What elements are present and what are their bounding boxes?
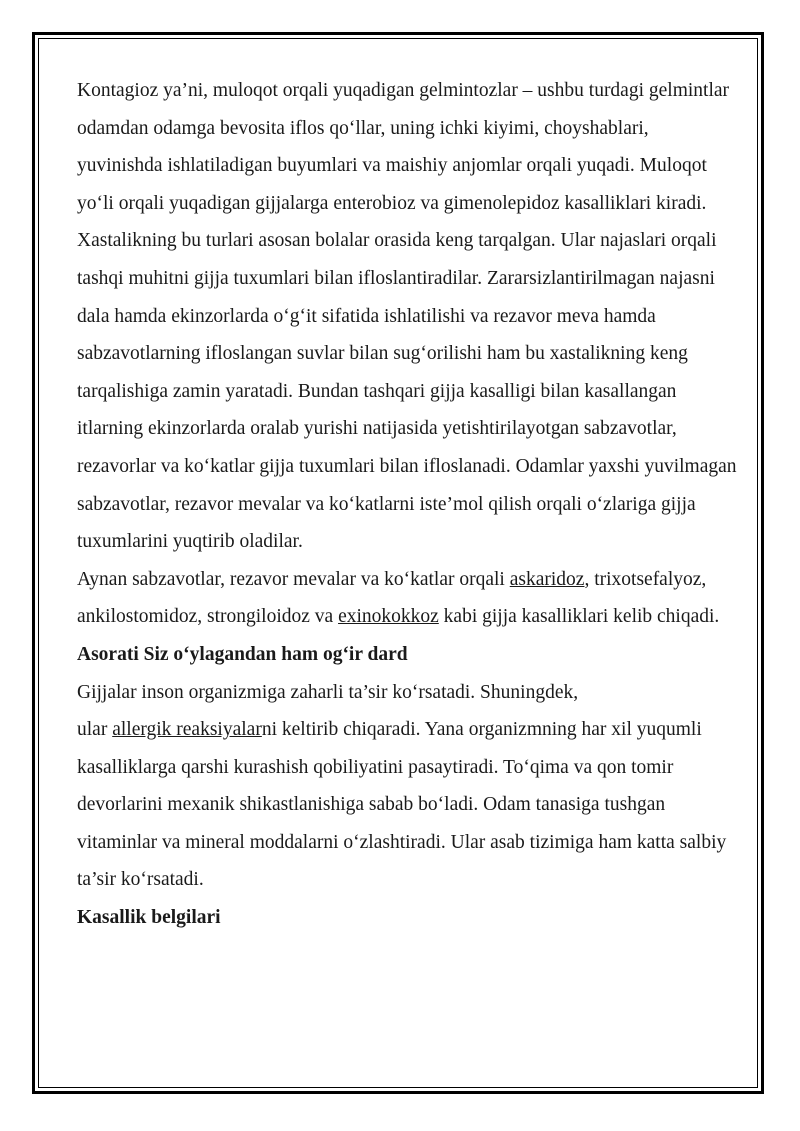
paragraph-contagious-helminthiasis: Kontagioz ya’ni, muloqot orqali yuqadigan gelmintozlar – ushbu turdagi gelmintlar odamdan odamga bevosita iflos qo‘llar, uning ichki kiyimi, choyshablari, yuvinishda ishlatiladigan buyumlari va maishiy anjomlar orqali yuqadi. Muloqot yo‘li orqali yuqadigan gijjalarga enterobioz va gimenolepidoz kasalliklari kiradi. (77, 80, 730, 214)
paragraph-diseases (77, 561, 737, 636)
link-askaridoz[interactable]: askaridoz (509, 568, 585, 590)
text-segment: , trixotsefalyoz, ankilostomidoz, strongiloidoz va (77, 568, 707, 628)
text-segment: ni keltirib chiqaradi. Yana organizmning har xil yuqumli kasalliklarga qarshi kurashish qobiliyatini pasaytiradi. To‘qima va qon tomir devorlarini mexanik shikastlanishiga sabab bo‘ladi. Odam tanasiga tushgan vitaminlar va mineral moddalarni o‘zlashtiradi. Ular asab tizimiga ham katta salbiy ta’sir ko‘rsatadi. (77, 719, 727, 891)
text-segment: ular (77, 719, 113, 741)
link-allergic-reactions[interactable]: allergik reaksiyalar (112, 719, 262, 741)
document-body (77, 72, 737, 937)
paragraph-effects (77, 674, 737, 900)
link-exinokokkoz[interactable]: exinokokkoz (338, 606, 439, 628)
heading-symptoms: Kasallik belgilari (77, 907, 221, 929)
paragraph-spread: Xastalikning bu turlari asosan bolalar orasida keng tarqalgan. Ular najaslari orqali tashqi muhitni gijja tuxumlari bilan ifloslantiradilar. Zararsizlantirilmagan najasni dala hamda ekinzorlarda o‘g‘it sifatida ishlatilishi va rezavor meva hamda sabzavotlarning ifloslangan suvlar bilan sug‘orilishi ham bu xastalikning keng tarqalishiga zamin yaratadi. Bundan tashqari gijja kasalligi bilan kasallangan itlarning ekinzorlarda oralab yurishi natijasida yetishtirilayotgan sabzavotlar, rezavorlar va ko‘katlar gijja tuxumlari bilan ifloslanadi. Odamlar yaxshi yuvilmagan sabzavotlar, rezavor mevalar va ko‘katlarni iste’mol qilish orqali o‘zlariga gijja tuxumlarini yuqtirib oladilar. (77, 230, 737, 553)
text-segment: kabi gijja kasalliklari kelib chiqadi. (438, 606, 720, 628)
text-segment: Gijjalar inson organizmiga zaharli ta’sir ko‘rsatadi. Shuningdek, (77, 681, 579, 703)
heading-complications: Asorati Siz o‘ylagandan ham og‘ir dard (77, 643, 408, 665)
text-segment: Aynan sabzavotlar, rezavor mevalar va ko‘katlar orqali (77, 568, 510, 590)
